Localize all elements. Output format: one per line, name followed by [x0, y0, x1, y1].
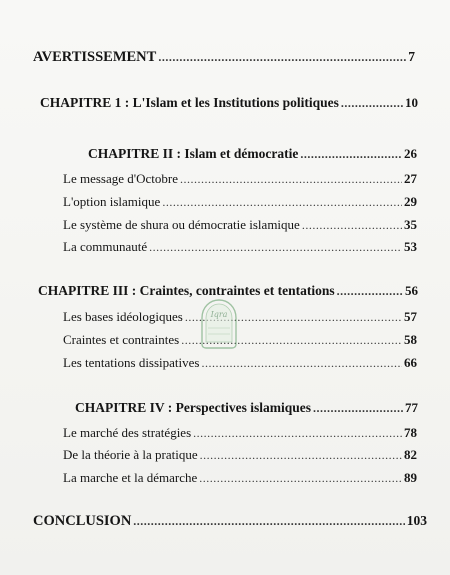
toc-subentry — [63, 333, 417, 346]
toc-leader — [313, 402, 403, 414]
toc-page: 82 — [404, 447, 417, 462]
toc-label: CHAPITRE II : Islam et démocratie — [88, 146, 299, 161]
toc-subentry — [63, 172, 417, 185]
toc-page: 27 — [404, 171, 417, 186]
toc-entry-chapitre-3 — [38, 284, 418, 298]
toc-subentry — [63, 310, 417, 323]
toc-label: CHAPITRE III : Craintes, contraintes et tentations — [38, 283, 335, 298]
toc-label: La marche et la démarche — [63, 470, 198, 485]
toc-leader — [158, 51, 406, 63]
toc-label: Le marché des stratégies — [63, 425, 192, 440]
toc-leader — [300, 148, 402, 160]
toc-entry-chapitre-2 — [88, 147, 417, 161]
toc-page: 53 — [404, 239, 417, 254]
toc-label: L'option islamique — [63, 194, 161, 209]
toc-leader — [193, 427, 402, 439]
toc-page: 58 — [404, 332, 417, 347]
toc-page: 57 — [404, 309, 417, 324]
toc-subentry — [63, 448, 417, 461]
toc-leader — [162, 196, 402, 208]
toc-label: Les tentations dissipatives — [63, 355, 200, 370]
toc-subentry — [63, 471, 417, 484]
toc-page: 29 — [404, 194, 417, 209]
toc-page: 89 — [404, 470, 417, 485]
toc-label: Le système de shura ou démocratie islamique — [63, 217, 300, 232]
toc-leader — [149, 241, 402, 253]
toc-page: 77 — [405, 400, 418, 415]
toc-entry-conclusion — [33, 514, 427, 529]
watermark-text: Iqra — [210, 310, 228, 319]
toc-page: 35 — [404, 217, 417, 232]
watermark-stamp — [198, 298, 240, 350]
toc-leader — [199, 472, 402, 484]
toc-leader — [133, 515, 404, 527]
toc-leader — [201, 357, 402, 369]
toc-label: Les bases idéologiques — [63, 309, 183, 324]
toc-leader — [180, 173, 402, 185]
toc-leader — [341, 97, 403, 109]
toc-page: 10 — [405, 95, 418, 110]
toc-subentry — [63, 356, 417, 369]
toc-entry-avertissement — [33, 50, 415, 65]
toc-subentry — [63, 426, 417, 439]
toc-label: De la théorie à la pratique — [63, 447, 198, 462]
toc-page: 56 — [405, 283, 418, 298]
toc-page: 78 — [404, 425, 417, 440]
toc-page: 7 — [408, 49, 415, 64]
toc-label: La communauté — [63, 239, 148, 254]
toc-entry-chapitre-4 — [75, 401, 418, 415]
toc-subentry — [63, 218, 417, 231]
toc-subentry — [63, 195, 417, 208]
toc-label: Le message d'Octobre — [63, 171, 178, 186]
toc-label: AVERTISSEMENT — [33, 49, 157, 65]
toc-entry-chapitre-1 — [40, 96, 418, 110]
toc-leader — [337, 285, 403, 297]
toc-page: 103 — [406, 513, 427, 528]
toc-leader — [200, 449, 402, 461]
toc-label: Craintes et contraintes — [63, 332, 180, 347]
watermark-icon — [198, 298, 240, 350]
toc-page: 66 — [404, 355, 417, 370]
toc-page: 26 — [404, 146, 417, 161]
toc-label: CHAPITRE 1 : L'Islam et les Institutions politiques — [40, 95, 339, 110]
toc-leader — [302, 219, 402, 231]
toc-label: CONCLUSION — [33, 513, 132, 529]
toc-subentry — [63, 240, 417, 253]
toc-label: CHAPITRE IV : Perspectives islamiques — [75, 400, 311, 415]
